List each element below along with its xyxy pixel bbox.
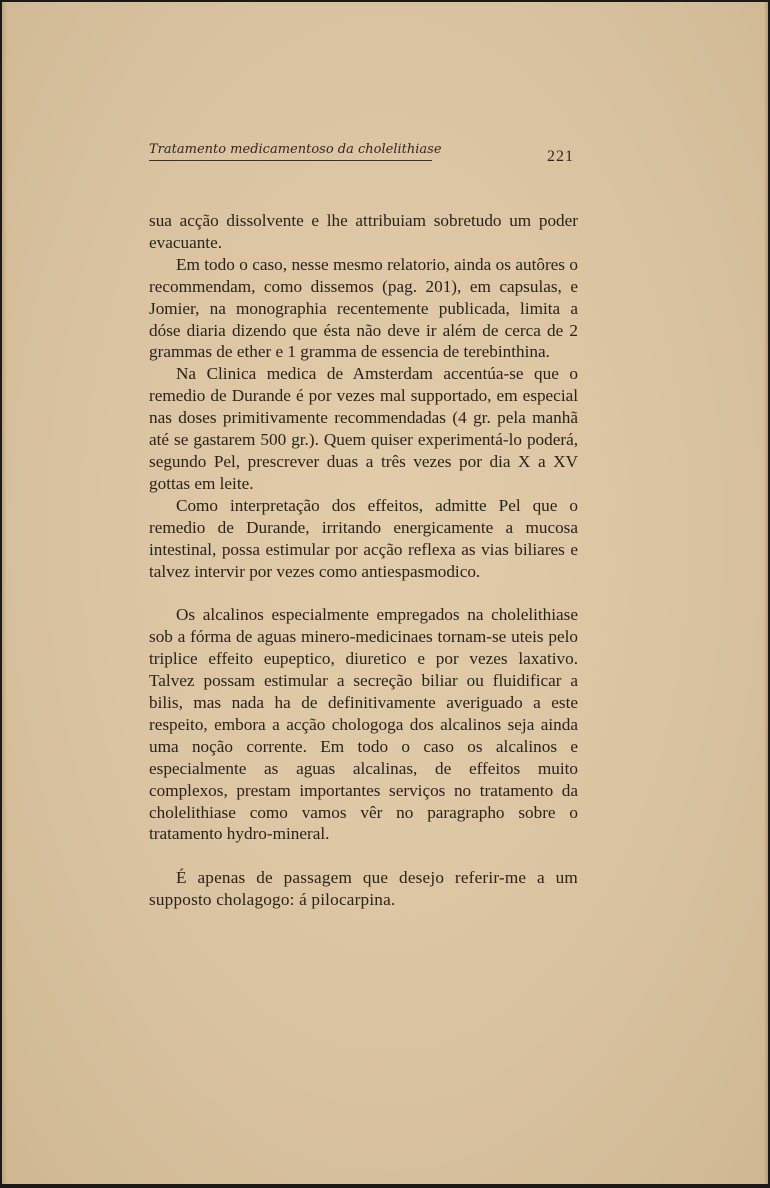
paragraph-continuation: sua acção dissolvente e lhe attribuiam sobretudo um poder evacuante. <box>149 211 578 252</box>
book-page <box>2 2 768 1184</box>
paragraph-pilocarpine: É apenas de passagem que desejo referir-me a um supposto cholagogo: á pilocarpina. <box>149 868 578 910</box>
page-number: 221 <box>547 148 574 165</box>
paragraph-report: Em todo o caso, nesse mesmo relatorio, ainda os autôres o recommendam, como dissemos (pag. 201), em capsulas, e Jomier, na monographia recentemente publicada, limita a dóse diaria dizendo que ésta não deve ir além de cerca de 2 grammas de ether e 1 gramma de essencia de terebinthina. <box>149 254 578 362</box>
paragraph-amsterdam-clinic: Na Clinica medica de Amsterdam accentúa-se que o remedio de Durande é por vezes mal supportado, em especial nas doses primitivamente recommendadas (4 gr. pela manhã até se gastarem 500 gr.). Quem quiser experimentá-lo poderá, segundo Pel, prescrever duas a três vezes por dia X a XV gottas em leite. <box>149 364 578 493</box>
body-text <box>149 210 578 911</box>
paragraph-interpretation: Como interpretação dos effeitos, admitte Pel que o remedio de Durande, irritando energicamente a mucosa intestinal, possa estimular por acção reflexa as vias biliares e talvez intervir por vezes como antiespasmodico. <box>149 495 578 581</box>
running-title: Tratamento medicamentoso da cholelithiase <box>149 142 432 161</box>
page-right-edge <box>764 2 768 1184</box>
page-left-edge <box>2 2 7 1184</box>
paragraph-alkalines: Os alcalinos especialmente empregados na cholelithiase sob a fórma de aguas minero-medicinaes tornam-se uteis pelo triplice effeito eupeptico, diuretico e por vezes laxativo. Talvez possam estimular a secreção biliar ou fluidificar a bilis, mas nada ha de definitivamente averiguado a este respeito, embora a acção chologoga dos alcalinos seja ainda uma noção corrente. Em todo o caso os alcalinos e especialmente as aguas alcalinas, de effeitos muito complexos, prestam importantes serviços no tratamento da cholelithiase como vamos vêr no paragrapho sobre o tratamento hydro-mineral. <box>149 605 578 844</box>
